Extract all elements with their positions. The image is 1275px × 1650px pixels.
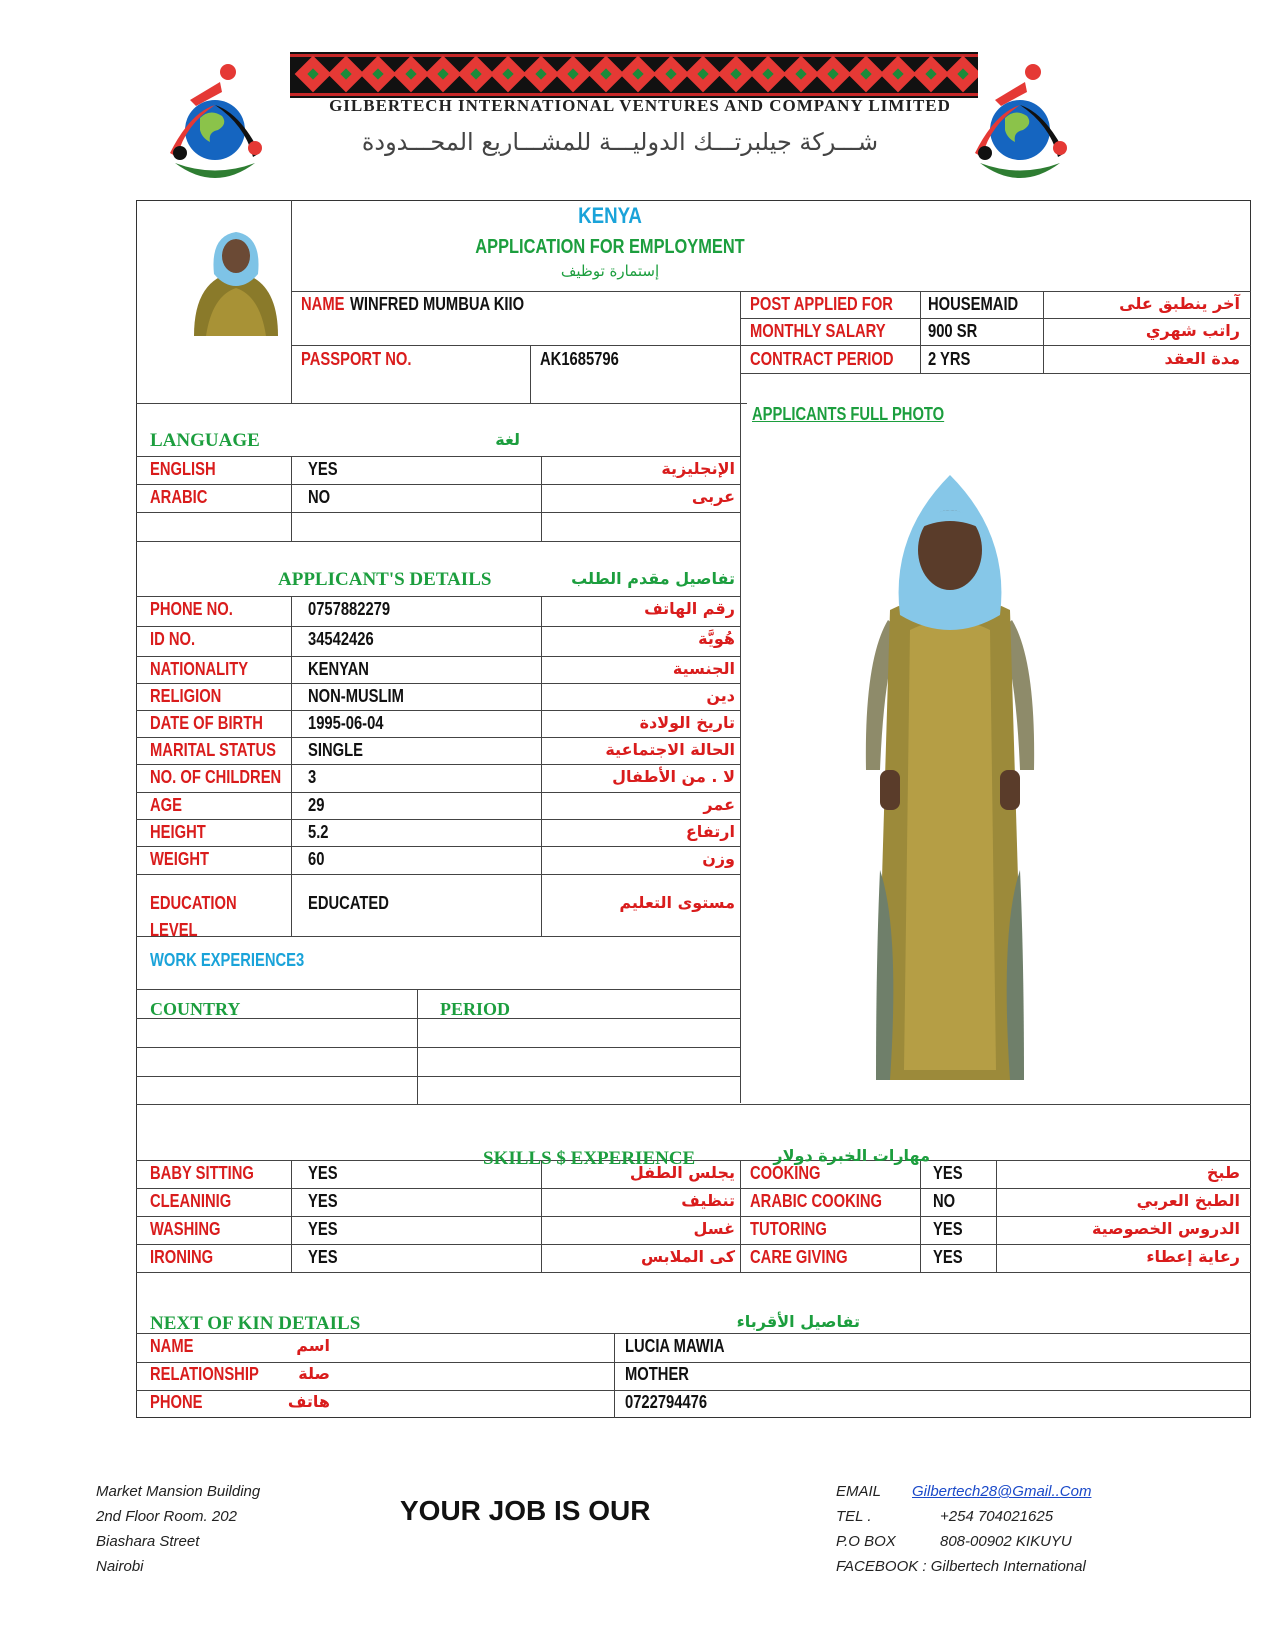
detail-row-value: 0757882279: [308, 599, 391, 619]
skill-ar: كى الملابس: [640, 1247, 735, 1266]
post-label: POST APPLIED FOR: [750, 294, 893, 314]
language-row-label: ENGLISH: [150, 459, 216, 479]
kin-label: NAME: [150, 1336, 194, 1356]
detail-row-value: 1995-06-04: [308, 713, 384, 733]
detail-row-value: NON-MUSLIM: [308, 686, 404, 706]
banner-diamond-ornament: [392, 56, 429, 93]
footer-address-1: Market Mansion Building: [96, 1483, 261, 1500]
banner-diamond-ornament: [522, 56, 559, 93]
language-row-value: YES: [308, 459, 338, 479]
skill-value: YES: [308, 1191, 338, 1211]
footer-address-4: Nairobi: [96, 1558, 144, 1575]
header-banner: [290, 52, 978, 98]
banner-diamond-ornament: [555, 56, 592, 93]
education-label-level: LEVEL: [150, 920, 198, 940]
skill-label: CARE GIVING: [750, 1247, 848, 1267]
post-value: HOUSEMAID: [928, 294, 1019, 314]
company-name-en: GILBERTECH INTERNATIONAL VENTURES AND COMPANY LIMITED: [329, 96, 951, 115]
language-row-ar: عربى: [691, 487, 735, 506]
detail-row-value: 5.2: [308, 822, 329, 842]
detail-row-value: SINGLE: [308, 740, 363, 760]
footer-tel: +254 704021625: [940, 1508, 1054, 1525]
skills-title-ar: مهارات الخبرة دولار: [773, 1146, 930, 1165]
skills-title: SKILLS $ EXPERIENCE: [483, 1148, 696, 1169]
detail-row-value: 29: [308, 795, 325, 815]
contract-label: CONTRACT PERIOD: [750, 349, 894, 369]
kin-label: RELATIONSHIP: [150, 1364, 259, 1384]
detail-row-label: NATIONALITY: [150, 659, 249, 679]
kin-ar: صلة: [298, 1364, 330, 1383]
footer-address-3: Biashara Street: [96, 1533, 200, 1550]
detail-row-ar: الجنسية: [672, 659, 735, 678]
skill-value: YES: [933, 1163, 963, 1183]
skill-label: COOKING: [750, 1163, 821, 1183]
skill-ar: طبخ: [1206, 1163, 1240, 1182]
kin-label: PHONE: [150, 1392, 203, 1412]
kin-title: NEXT OF KIN DETAILS: [150, 1313, 361, 1334]
skill-value: NO: [933, 1191, 956, 1211]
footer-email-link[interactable]: Gilbertech28@Gmail..Com: [912, 1483, 1092, 1500]
skill-value: YES: [308, 1163, 338, 1183]
applicant-headshot: [186, 212, 286, 336]
detail-row-label: DATE OF BIRTH: [150, 713, 263, 733]
footer-email-label: EMAIL: [836, 1483, 882, 1500]
name-value: WINFRED MUMBUA KIIO: [350, 294, 525, 314]
detail-row-label: HEIGHT: [150, 822, 206, 842]
footer-pobox: 808-00902 KIKUYU: [940, 1533, 1072, 1550]
banner-diamond-ornament: [685, 56, 722, 93]
kin-title-ar: تفاصيل الأقرباء: [736, 1312, 860, 1331]
company-logo-left: [150, 58, 280, 188]
skill-label: IRONING: [150, 1247, 214, 1267]
detail-row-label: AGE: [150, 795, 182, 815]
skill-label: ARABIC COOKING: [750, 1191, 883, 1211]
skill-value: YES: [933, 1219, 963, 1239]
language-row-ar: الإنجليزية: [661, 459, 735, 478]
footer-address-2: 2nd Floor Room. 202: [96, 1508, 237, 1525]
passport-value: AK1685796: [540, 349, 619, 369]
banner-diamond-ornament: [652, 56, 689, 93]
contract-value: 2 YRS: [928, 349, 971, 369]
form-title-en: APPLICATION FOR EMPLOYMENT: [475, 236, 745, 258]
education-value: EDUCATED: [308, 893, 389, 913]
kin-ar: هاتف: [287, 1392, 330, 1411]
detail-row-ar: الحالة الاجتماعية: [605, 740, 735, 759]
language-title: LANGUAGE: [150, 430, 260, 451]
skill-ar: الطبخ العربي: [1136, 1191, 1240, 1210]
salary-label: MONTHLY SALARY: [750, 321, 886, 341]
work-period-header: PERIOD: [440, 999, 511, 1019]
education-ar: مستوى التعليم: [619, 893, 735, 912]
banner-diamond-ornament: [295, 56, 332, 93]
salary-value: 900 SR: [928, 321, 978, 341]
company-name-ar: شـــركة جيلبرتـــك الدوليـــة للمشـــاريع المحـــدودة: [361, 128, 879, 156]
work-country-header: COUNTRY: [150, 999, 241, 1019]
detail-row-label: ID NO.: [150, 629, 196, 649]
banner-diamond-ornament: [587, 56, 624, 93]
banner-diamond-ornament: [425, 56, 462, 93]
banner-diamond-ornament: [847, 56, 884, 93]
passport-label: PASSPORT NO.: [301, 349, 412, 369]
salary-ar: راتب شهري: [1145, 321, 1240, 340]
detail-row-value: 34542426: [308, 629, 374, 649]
banner-diamond-ornament: [490, 56, 527, 93]
kin-value: MOTHER: [625, 1364, 689, 1384]
banner-diamond-ornament: [457, 56, 494, 93]
banner-diamond-ornament: [782, 56, 819, 93]
skill-label: WASHING: [150, 1219, 221, 1239]
banner-diamond-ornament: [750, 56, 787, 93]
banner-diamond-ornament: [360, 56, 397, 93]
banner-diamond-ornament: [327, 56, 364, 93]
detail-row-ar: تاريخ الولادة: [639, 713, 735, 732]
work-experience-title: WORK EXPERIENCE3: [150, 950, 305, 970]
name-label: NAME: [301, 294, 345, 314]
details-title-ar: تفاصيل مقدم الطلب: [571, 569, 735, 588]
banner-diamond-ornament: [620, 56, 657, 93]
banner-diamond-ornament: [880, 56, 917, 93]
banner-diamond-ornament: [912, 56, 949, 93]
kin-value: LUCIA MAWIA: [625, 1336, 725, 1356]
footer-facebook: FACEBOOK : Gilbertech International: [836, 1558, 1086, 1575]
applicant-full-photo: [850, 470, 1050, 1080]
education-label: EDUCATION: [150, 893, 237, 913]
detail-row-ar: وزن: [702, 849, 735, 868]
detail-row-ar: هُويَّة: [698, 629, 735, 648]
footer-slogan: YOUR JOB IS OUR: [400, 1495, 651, 1526]
detail-row-value: 60: [308, 849, 325, 869]
detail-row-label: NO. OF CHILDREN: [150, 767, 282, 787]
footer-pobox-label: P.O BOX: [836, 1533, 896, 1550]
language-row-label: ARABIC: [150, 487, 208, 507]
language-row-value: NO: [308, 487, 331, 507]
footer-tel-label: TEL .: [836, 1508, 872, 1525]
form-country: KENYA: [578, 203, 642, 228]
kin-value: 0722794476: [625, 1392, 708, 1412]
banner-diamond-ornament: [815, 56, 852, 93]
detail-row-label: MARITAL STATUS: [150, 740, 276, 760]
detail-row-label: WEIGHT: [150, 849, 210, 869]
skill-ar: غسل: [693, 1219, 735, 1238]
detail-row-label: RELIGION: [150, 686, 222, 706]
skill-value: YES: [308, 1247, 338, 1267]
detail-row-ar: عمر: [703, 795, 735, 814]
skill-ar: الدروس الخصوصية: [1091, 1219, 1240, 1238]
detail-row-ar: رقم الهاتف: [644, 599, 735, 618]
skill-label: TUTORING: [750, 1219, 827, 1239]
post-ar: آخر ينطبق على: [1119, 294, 1240, 313]
detail-row-value: KENYAN: [308, 659, 369, 679]
skill-ar: يجلس الطفل: [629, 1163, 735, 1182]
language-title-ar: لغة: [495, 430, 520, 449]
full-photo-label: APPLICANTS FULL PHOTO: [752, 404, 945, 424]
company-logo-right: [955, 58, 1085, 188]
skill-value: YES: [933, 1247, 963, 1267]
details-title: APPLICANT'S DETAILS: [278, 569, 492, 590]
form-title-ar: إستمارة توظيف: [560, 262, 660, 280]
banner-diamond-ornament: [717, 56, 754, 93]
kin-ar: اسم: [296, 1336, 330, 1355]
skill-ar: رعاية إعطاء: [1146, 1247, 1240, 1266]
detail-row-ar: دين: [706, 686, 735, 705]
detail-row-ar: ارتفاع: [685, 822, 735, 841]
detail-row-value: 3: [308, 767, 317, 787]
skill-value: YES: [308, 1219, 338, 1239]
skill-label: BABY SITTING: [150, 1163, 254, 1183]
detail-row-ar: لا . من الأطفال: [612, 767, 735, 786]
skill-label: CLEANINIG: [150, 1191, 232, 1211]
contract-ar: مدة العقد: [1164, 349, 1240, 368]
skill-ar: تنظيف: [681, 1191, 735, 1210]
detail-row-label: PHONE NO.: [150, 599, 233, 619]
